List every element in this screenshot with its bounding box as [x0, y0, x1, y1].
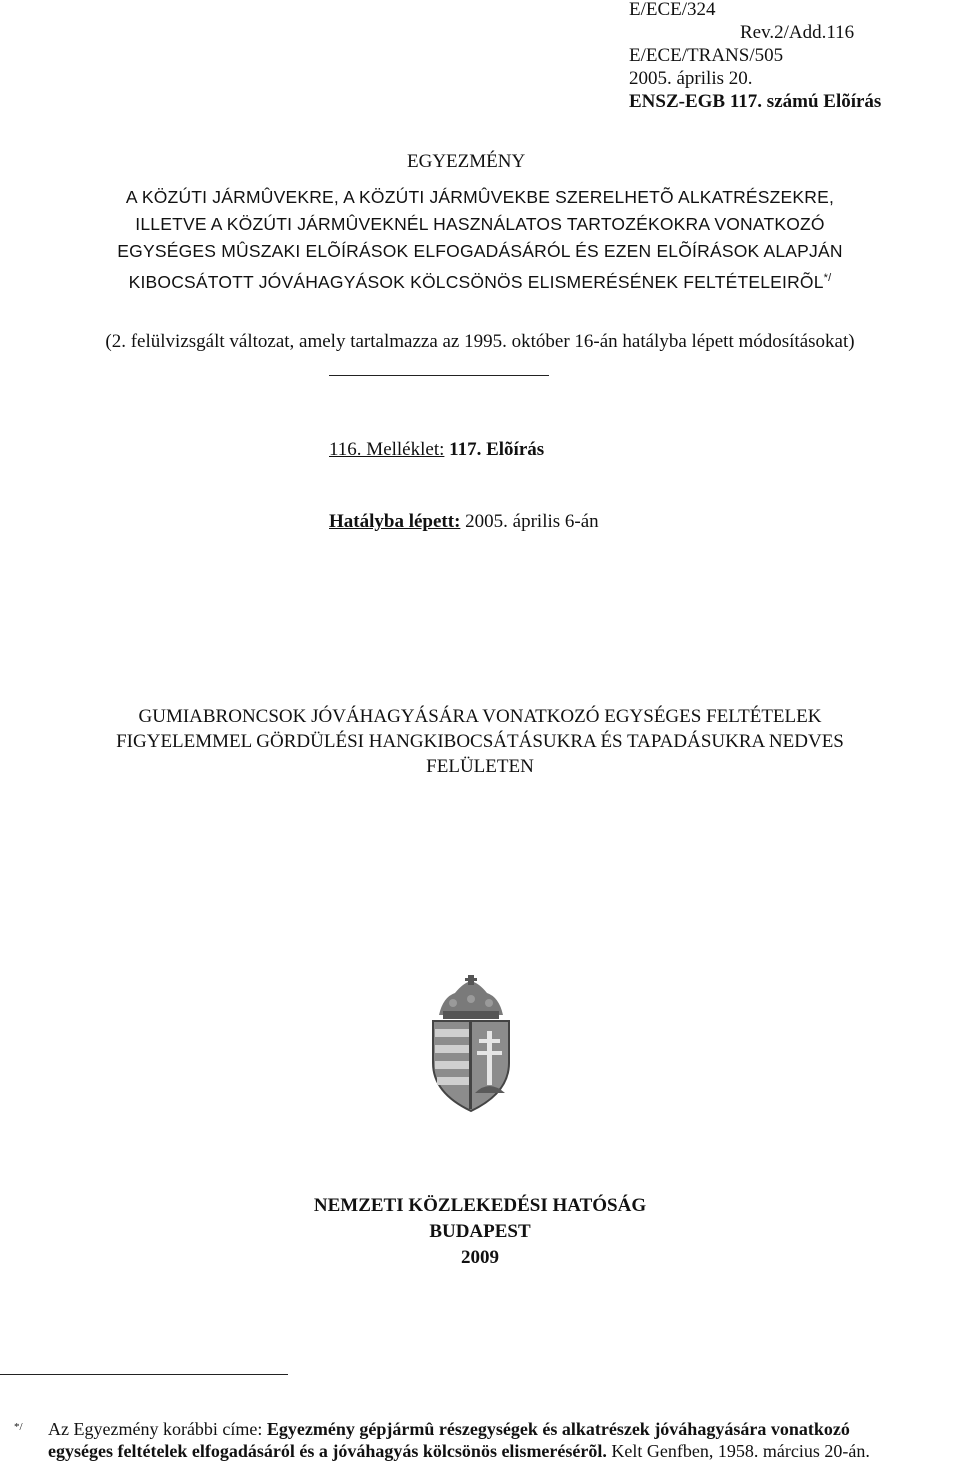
revision-note: (2. felülvizsgált változat, amely tartalmazza az 1995. október 16-án hatályba lépett módosításokat) — [105, 331, 855, 352]
footnote-mark — [14, 1416, 23, 1438]
regulation-number-suffix: számú Elõírás — [766, 91, 882, 112]
footnote-separator — [0, 1374, 288, 1375]
entry-into-force-line — [329, 510, 599, 533]
agreement-heading: EGYEZMÉNY — [407, 151, 526, 172]
doc-code: E/ECE/324 — [629, 0, 716, 20]
footnote-reference: */ — [823, 272, 832, 284]
regulation-title-line-1: GUMIABRONCSOK JÓVÁHAGYÁSÁRA VONATKOZÓ EGYSÉGES FELTÉTELEK — [138, 706, 822, 727]
footnote-mark-text: */ — [14, 1421, 23, 1433]
footnote-line-1 — [48, 1418, 850, 1440]
regulation-number-prefix: ENSZ-EGB 117. — [629, 91, 763, 112]
footnote-suffix: Kelt Genfben, 1958. március 20-án. — [611, 1441, 870, 1461]
agreement-title-line-4-text: KIBOCSÁTOTT JÓVÁHAGYÁSOK KÖLCSÖNÖS ELISMERÉSÉNEK FELTÉTELEIRÕL — [128, 271, 824, 292]
footnote-prefix: Az Egyezmény korábbi címe: — [48, 1419, 263, 1439]
agreement-title-line-4 — [0, 265, 960, 296]
footnote-bold-1: Egyezmény gépjármû részegységek és alkatrészek jóváhagyására vonatkozó — [266, 1419, 850, 1439]
footnote-line-2 — [48, 1440, 870, 1462]
annex-label: 116. Melléklet: — [329, 439, 445, 460]
agreement-title-line-1: A KÖZÚTI JÁRMÛVEKRE, A KÖZÚTI JÁRMÛVEKBE SZERELHETÕ ALKATRÉSZEKRE, — [125, 187, 835, 207]
publisher-city: BUDAPEST — [429, 1221, 531, 1242]
entry-label: Hatályba lépett: — [329, 511, 461, 532]
annex-line — [329, 438, 544, 461]
regulation-title-line-2: FIGYELEMMEL GÖRDÜLÉSI HANGKIBOCSÁTÁSUKRA ÉS TAPADÁSUKRA NEDVES — [116, 731, 844, 752]
publisher-year: 2009 — [461, 1247, 499, 1268]
entry-value: 2005. április 6-án — [465, 511, 599, 532]
regulation-number — [629, 90, 881, 113]
annex-value: 117. Elõírás — [449, 439, 545, 460]
regulation-title-line-3: FELÜLETEN — [426, 756, 534, 777]
issue-date: 2005. április 20. — [629, 68, 753, 89]
publisher-name: NEMZETI KÖZLEKEDÉSI HATÓSÁG — [313, 1195, 647, 1216]
footnote-bold-2: egységes feltételek elfogadásáról és a jóváhagyás kölcsönös elismerésérõl. — [48, 1441, 607, 1461]
revision-code: Rev.2/Add.116 — [740, 22, 855, 43]
separator-line — [329, 375, 549, 376]
agreement-title-line-3: EGYSÉGES MÛSZAKI ELÕÍRÁSOK ELFOGADÁSÁRÓL ÉS EZEN ELÕÍRÁSOK ALAPJÁN — [117, 241, 843, 261]
coat-of-arms-icon — [421, 975, 521, 1115]
agreement-title-line-2: ILLETVE A KÖZÚTI JÁRMÛVEKNÉL HASZNÁLATOS TARTOZÉKOKRA VONATKOZÓ — [135, 214, 825, 234]
trans-code: E/ECE/TRANS/505 — [629, 45, 784, 66]
